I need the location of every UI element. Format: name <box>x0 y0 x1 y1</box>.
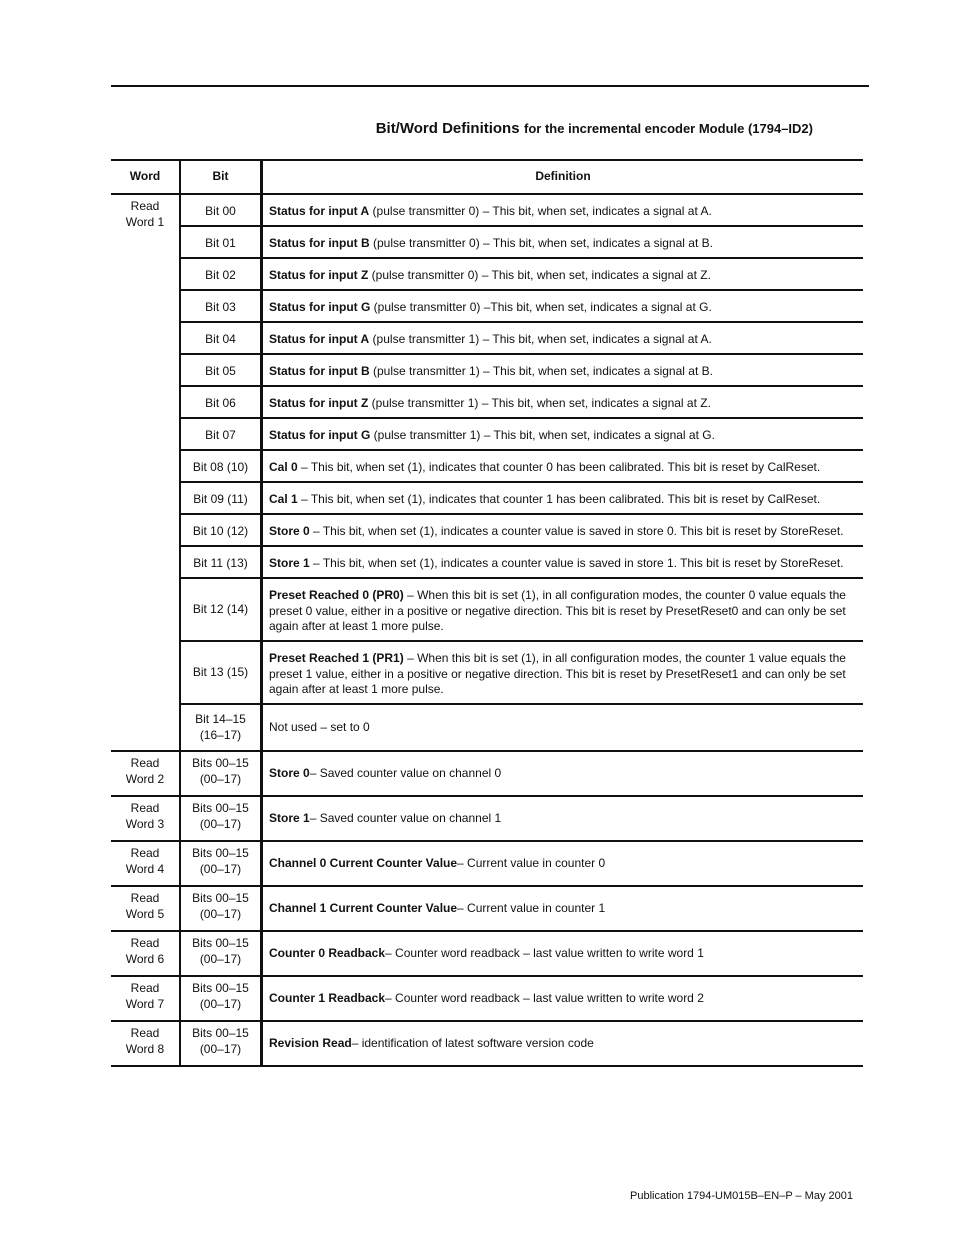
definition-term: Store 1 <box>269 810 310 825</box>
definition-text: – Current value in counter 0 <box>457 855 606 870</box>
table-row <box>179 642 863 705</box>
definition-text: (pulse transmitter 0) –This bit, when set, indicates a signal at G. <box>370 300 712 314</box>
table-row <box>179 705 863 750</box>
definition-text: (pulse transmitter 1) – This bit, when set, indicates a signal at Z. <box>368 396 711 410</box>
definition-text: – This bit, when set (1), indicates a counter value is saved in store 1. This bit is reset by StoreReset. <box>309 556 844 570</box>
definition-term: Status for input G <box>269 428 371 442</box>
table-row <box>111 797 863 842</box>
definition-term: Revision Read <box>269 1035 352 1050</box>
definition-cell <box>263 387 863 417</box>
header-definition: Definition <box>535 169 591 184</box>
definition-term: Store 0 <box>269 765 310 780</box>
definition-cell <box>263 259 863 289</box>
bit-cell: Bit 01 <box>179 227 263 257</box>
definition-cell <box>263 227 863 257</box>
bit-cell: Bit 14–15 (16–17) <box>179 705 263 750</box>
header-word: Word <box>129 169 161 184</box>
definition-cell <box>263 705 863 750</box>
bit-cell: Bit 00 <box>179 195 263 225</box>
table-row <box>179 451 863 483</box>
bit-cell: Bits 00–15 (00–17) <box>179 977 263 1020</box>
definition-cell <box>263 515 863 545</box>
definition-text: – Saved counter value on channel 0 <box>309 765 502 780</box>
definition-cell <box>263 483 863 513</box>
definition-cell <box>263 797 863 840</box>
bit-cell: Bit 03 <box>179 291 263 321</box>
top-rule <box>111 85 869 87</box>
definition-cell <box>263 355 863 385</box>
definition-cell <box>263 451 863 481</box>
definition-term: Status for input G <box>269 300 371 314</box>
table-row <box>179 195 863 227</box>
definition-term: Status for input B <box>269 364 370 378</box>
definition-cell <box>263 932 863 975</box>
table-row <box>179 323 863 355</box>
definition-term: Channel 1 Current Counter Value <box>269 900 458 915</box>
word-cell: Read Word 6 <box>125 936 165 966</box>
table-row <box>179 259 863 291</box>
definition-term: Store 0 <box>269 524 310 538</box>
other-word-rows <box>111 752 863 1067</box>
table-row <box>179 387 863 419</box>
header-bit: Bit <box>179 161 263 193</box>
word-cell: Read Word 8 <box>125 1026 165 1056</box>
table-row <box>179 547 863 579</box>
word-label: Read Word 1 <box>125 199 165 229</box>
bit-cell: Bit 07 <box>179 419 263 449</box>
definition-cell <box>263 323 863 353</box>
page-subtitle: for the incremental encoder Module (1794–ID2) <box>524 121 813 136</box>
table-row <box>179 483 863 515</box>
table-row <box>179 515 863 547</box>
definition-text: – identification of latest software version code <box>351 1035 594 1050</box>
bit-cell: Bit 10 (12) <box>179 515 263 545</box>
definition-cell <box>263 579 863 640</box>
definition-term: Counter 0 Readback <box>269 945 386 960</box>
bit-cell: Bit 04 <box>179 323 263 353</box>
table-row <box>179 419 863 451</box>
definition-term: Status for input Z <box>269 396 369 410</box>
definition-text: – This bit, when set (1), indicates a counter value is saved in store 0. This bit is reset by StoreReset. <box>309 524 844 538</box>
bit-cell: Bit 06 <box>179 387 263 417</box>
table-row <box>111 1022 863 1067</box>
bit-cell: Bit 12 (14) <box>179 579 263 640</box>
bit-cell: Bits 00–15 (00–17) <box>179 932 263 975</box>
definition-cell <box>263 887 863 930</box>
definition-text: – When this bit is set (1), in all configuration modes, the counter 1 value equals the preset 1 value, either in a positive or negative direction. This bit is reset by PresetReset1 and can only be set again after at least 1 more pulse. <box>269 651 846 696</box>
definition-text: – Counter word readback – last value written to write word 1 <box>385 945 704 960</box>
definition-text: – This bit, when set (1), indicates that counter 0 has been calibrated. This bit is reset by CalReset. <box>297 460 821 474</box>
word-cell: Read Word 7 <box>125 981 165 1011</box>
table-header-row <box>111 159 863 195</box>
table-row <box>111 932 863 977</box>
definition-text: (pulse transmitter 1) – This bit, when set, indicates a signal at G. <box>370 428 715 442</box>
definition-text: – Saved counter value on channel 1 <box>309 810 502 825</box>
table-row <box>179 355 863 387</box>
definition-text: Not used – set to 0 <box>269 719 370 734</box>
bit-cell: Bit 13 (15) <box>179 642 263 703</box>
definition-term: Store 1 <box>269 556 310 570</box>
definition-term: Preset Reached 1 (PR1) <box>269 651 404 665</box>
word-cell: Read Word 5 <box>125 891 165 921</box>
definition-term: Cal 1 <box>269 492 298 506</box>
table-row <box>179 291 863 323</box>
definition-cell <box>263 547 863 577</box>
bit-cell: Bits 00–15 (00–17) <box>179 887 263 930</box>
word-1-rows <box>179 195 863 750</box>
bit-cell: Bit 09 (11) <box>179 483 263 513</box>
bit-cell: Bit 05 <box>179 355 263 385</box>
definition-cell <box>263 752 863 795</box>
page-heading <box>111 120 813 138</box>
bit-cell: Bits 00–15 (00–17) <box>179 797 263 840</box>
definition-term: Status for input Z <box>269 268 369 282</box>
definition-term: Status for input A <box>269 332 370 346</box>
definition-cell <box>263 419 863 449</box>
bit-cell: Bit 02 <box>179 259 263 289</box>
publication-footer: Publication 1794-UM015B–EN–P – May 2001 <box>630 1190 853 1202</box>
definition-term: Cal 0 <box>269 460 298 474</box>
bit-cell: Bits 00–15 (00–17) <box>179 842 263 885</box>
bit-cell: Bit 11 (13) <box>179 547 263 577</box>
word-cell: Read Word 2 <box>125 756 165 786</box>
definition-text: – Current value in counter 1 <box>457 900 606 915</box>
definition-cell <box>263 642 863 703</box>
word-1-group <box>111 195 863 752</box>
bit-cell: Bits 00–15 (00–17) <box>179 752 263 795</box>
definition-text: – Counter word readback – last value written to write word 2 <box>385 990 704 1005</box>
bit-word-definitions-table <box>111 159 863 1067</box>
definition-cell <box>263 842 863 885</box>
definition-term: Status for input B <box>269 236 370 250</box>
definition-text: (pulse transmitter 1) – This bit, when set, indicates a signal at B. <box>369 364 713 378</box>
bit-cell: Bit 08 (10) <box>179 451 263 481</box>
bit-cell: Bits 00–15 (00–17) <box>179 1022 263 1065</box>
definition-cell <box>263 195 863 225</box>
definition-term: Status for input A <box>269 204 370 218</box>
definition-cell <box>263 1022 863 1065</box>
word-cell: Read Word 3 <box>125 801 165 831</box>
table-row <box>111 842 863 887</box>
page-title: Bit/Word Definitions <box>375 120 520 137</box>
definition-text: (pulse transmitter 1) – This bit, when set, indicates a signal at A. <box>369 332 712 346</box>
table-row <box>111 752 863 797</box>
definition-cell <box>263 977 863 1020</box>
definition-cell <box>263 291 863 321</box>
word-cell: Read Word 4 <box>125 846 165 876</box>
table-row <box>179 579 863 642</box>
definition-term: Counter 1 Readback <box>269 990 386 1005</box>
definition-text: (pulse transmitter 0) – This bit, when set, indicates a signal at A. <box>369 204 712 218</box>
definition-text: (pulse transmitter 0) – This bit, when set, indicates a signal at B. <box>369 236 713 250</box>
definition-text: – When this bit is set (1), in all configuration modes, the counter 0 value equals the preset 0 value, either in a positive or negative direction. This bit is reset by PresetReset0 and can only be set again after at least 1 more pulse. <box>269 588 846 633</box>
definition-term: Preset Reached 0 (PR0) <box>269 588 404 602</box>
definition-text: (pulse transmitter 0) – This bit, when set, indicates a signal at Z. <box>368 268 711 282</box>
table-row <box>179 227 863 259</box>
definition-term: Channel 0 Current Counter Value <box>269 855 458 870</box>
table-row <box>111 977 863 1022</box>
table-row <box>111 887 863 932</box>
definition-text: – This bit, when set (1), indicates that counter 1 has been calibrated. This bit is reset by CalReset. <box>297 492 821 506</box>
